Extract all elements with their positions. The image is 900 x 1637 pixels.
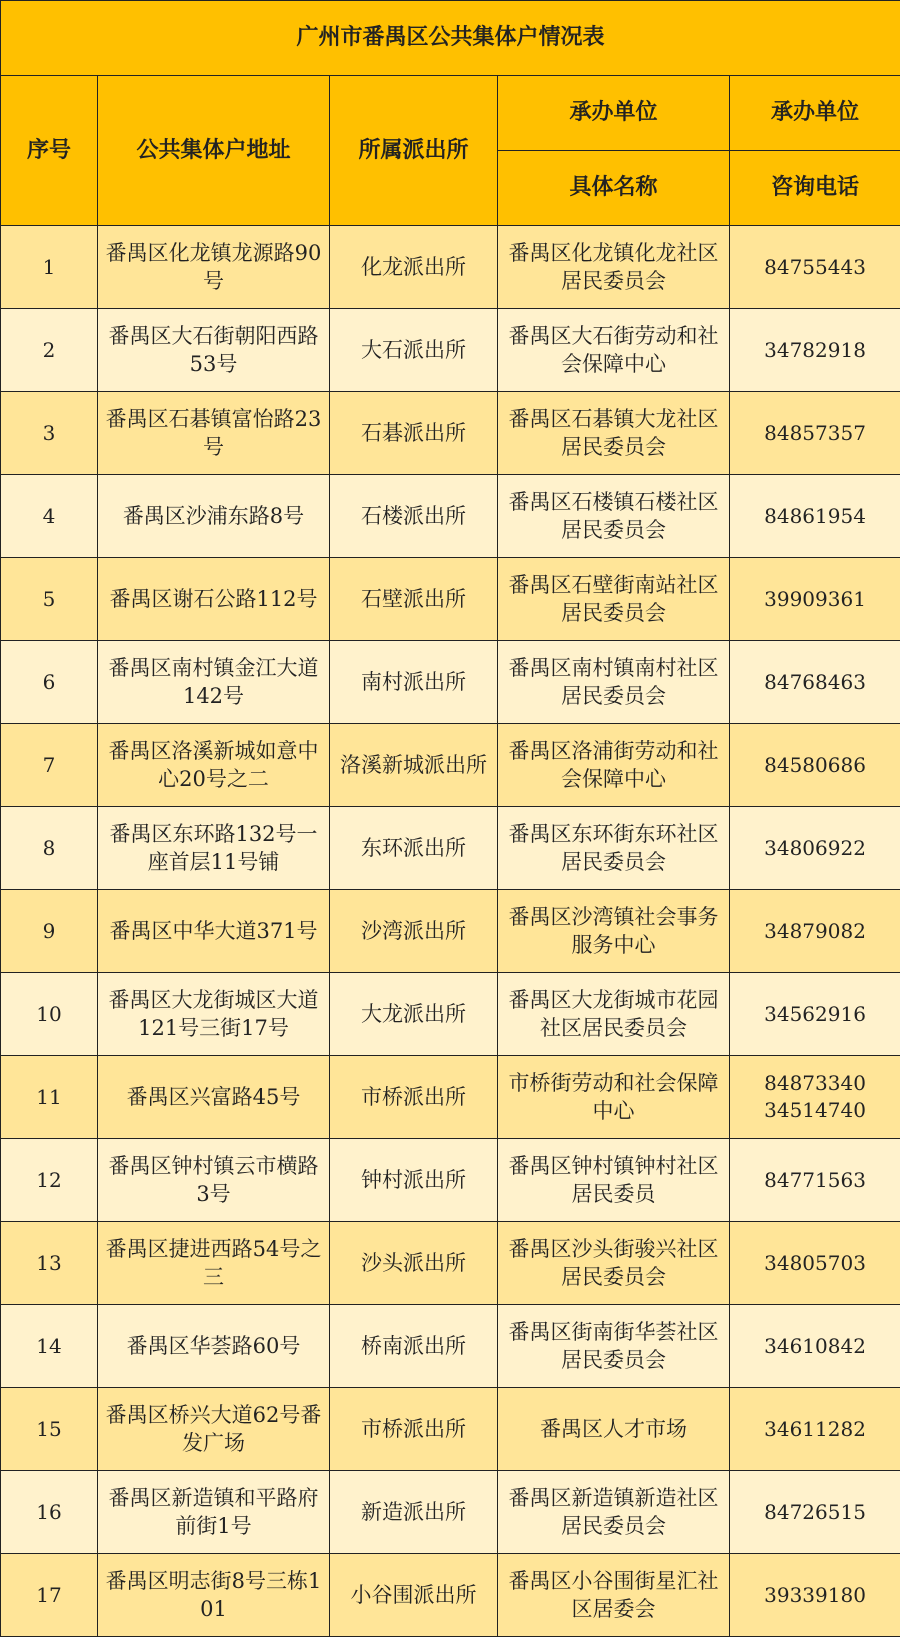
row-seq: 17	[1, 1554, 98, 1637]
row-address: 番禺区洛溪新城如意中心20号之二	[98, 724, 330, 807]
phone-number: 84873340	[764, 1071, 866, 1095]
header-station: 所属派出所	[330, 76, 498, 226]
row-unit-name: 番禺区新造镇新造社区居民委员会	[498, 1471, 730, 1554]
phone-number: 84755443	[764, 254, 866, 279]
row-station: 石碁派出所	[330, 392, 498, 475]
row-station: 新造派出所	[330, 1471, 498, 1554]
row-unit-name: 番禺区石楼镇石楼社区居民委员会	[498, 475, 730, 558]
row-station: 沙头派出所	[330, 1222, 498, 1305]
row-phone	[730, 890, 900, 973]
row-phone	[730, 309, 900, 392]
phone-number: 84857357	[764, 420, 866, 445]
row-station: 洛溪新城派出所	[330, 724, 498, 807]
table-row	[1, 226, 900, 309]
row-seq: 13	[1, 1222, 98, 1305]
phone-number: 34782918	[764, 337, 866, 362]
row-seq: 10	[1, 973, 98, 1056]
row-phone	[730, 1554, 900, 1637]
row-phone	[730, 724, 900, 807]
row-unit-name: 番禺区石碁镇大龙社区居民委员会	[498, 392, 730, 475]
table-row	[1, 475, 900, 558]
row-seq: 16	[1, 1471, 98, 1554]
row-station: 沙湾派出所	[330, 890, 498, 973]
table-row	[1, 392, 900, 475]
row-unit-name: 番禺区钟村镇钟村社区居民委员	[498, 1139, 730, 1222]
phone-number: 39909361	[764, 586, 866, 611]
phone-number: 34611282	[764, 1416, 866, 1441]
row-unit-name: 番禺区东环街东环社区居民委员会	[498, 807, 730, 890]
table-body	[1, 226, 900, 1637]
table-title: 广州市番禺区公共集体户情况表	[1, 1, 900, 76]
row-station: 桥南派出所	[330, 1305, 498, 1388]
row-phone	[730, 1139, 900, 1222]
row-unit-name: 番禺区人才市场	[498, 1388, 730, 1471]
row-address: 番禺区谢石公路112号	[98, 558, 330, 641]
row-station: 化龙派出所	[330, 226, 498, 309]
row-address: 番禺区石碁镇富怡路23号	[98, 392, 330, 475]
row-unit-name: 市桥街劳动和社会保障中心	[498, 1056, 730, 1139]
header-seq: 序号	[1, 76, 98, 226]
row-address: 番禺区钟村镇云市横路3号	[98, 1139, 330, 1222]
row-station: 东环派出所	[330, 807, 498, 890]
row-station: 钟村派出所	[330, 1139, 498, 1222]
table-row	[1, 558, 900, 641]
row-seq: 5	[1, 558, 98, 641]
table-row	[1, 1139, 900, 1222]
header-phone-top: 承办单位	[730, 76, 900, 151]
row-station: 小谷围派出所	[330, 1554, 498, 1637]
phone-number: 34562916	[764, 1001, 866, 1026]
row-unit-name: 番禺区沙头街骏兴社区居民委员会	[498, 1222, 730, 1305]
row-phone	[730, 1305, 900, 1388]
row-phone	[730, 1056, 900, 1139]
row-seq: 3	[1, 392, 98, 475]
row-address: 番禺区中华大道371号	[98, 890, 330, 973]
table-row	[1, 641, 900, 724]
row-station: 市桥派出所	[330, 1056, 498, 1139]
row-address: 番禺区化龙镇龙源路90号	[98, 226, 330, 309]
row-seq: 14	[1, 1305, 98, 1388]
table-row	[1, 1554, 900, 1637]
phone-number: 39339180	[764, 1582, 866, 1607]
row-address: 番禺区华荟路60号	[98, 1305, 330, 1388]
row-address: 番禺区明志街8号三栋101	[98, 1554, 330, 1637]
row-address: 番禺区沙浦东路8号	[98, 475, 330, 558]
row-unit-name: 番禺区化龙镇化龙社区居民委员会	[498, 226, 730, 309]
phone-number: 34879082	[764, 918, 866, 943]
row-phone	[730, 973, 900, 1056]
table-row	[1, 807, 900, 890]
row-address: 番禺区大龙街城区大道121号三街17号	[98, 973, 330, 1056]
row-phone	[730, 807, 900, 890]
row-seq: 7	[1, 724, 98, 807]
row-station: 南村派出所	[330, 641, 498, 724]
row-unit-name: 番禺区洛浦街劳动和社会保障中心	[498, 724, 730, 807]
phone-number: 84580686	[764, 752, 866, 777]
row-unit-name: 番禺区大龙街城市花园社区居民委员会	[498, 973, 730, 1056]
row-seq: 8	[1, 807, 98, 890]
table-row	[1, 1388, 900, 1471]
row-seq: 4	[1, 475, 98, 558]
row-address: 番禺区桥兴大道62号番发广场	[98, 1388, 330, 1471]
row-seq: 1	[1, 226, 98, 309]
row-seq: 9	[1, 890, 98, 973]
phone-number: 34610842	[764, 1333, 866, 1358]
header-address: 公共集体户地址	[98, 76, 330, 226]
row-station: 大龙派出所	[330, 973, 498, 1056]
row-phone	[730, 475, 900, 558]
table-row	[1, 1305, 900, 1388]
row-address: 番禺区新造镇和平路府前街1号	[98, 1471, 330, 1554]
row-station: 石楼派出所	[330, 475, 498, 558]
row-phone	[730, 1388, 900, 1471]
table-row	[1, 890, 900, 973]
row-address: 番禺区南村镇金江大道142号	[98, 641, 330, 724]
row-address: 番禺区大石街朝阳西路53号	[98, 309, 330, 392]
row-seq: 15	[1, 1388, 98, 1471]
phone-number: 84726515	[764, 1499, 866, 1524]
row-unit-name: 番禺区南村镇南村社区居民委员会	[498, 641, 730, 724]
row-station: 石壁派出所	[330, 558, 498, 641]
row-address: 番禺区东环路132号一座首层11号铺	[98, 807, 330, 890]
row-station: 市桥派出所	[330, 1388, 498, 1471]
phone-number: 34805703	[764, 1250, 866, 1275]
row-address: 番禺区捷进西路54号之三	[98, 1222, 330, 1305]
row-seq: 11	[1, 1056, 98, 1139]
row-unit-name: 番禺区大石街劳动和社会保障中心	[498, 309, 730, 392]
row-unit-name: 番禺区小谷围街星汇社区居委会	[498, 1554, 730, 1637]
phone-number: 84771563	[764, 1167, 866, 1192]
row-phone	[730, 641, 900, 724]
phone-number: 84861954	[764, 503, 866, 528]
phone-number: 34806922	[764, 835, 866, 860]
phone-number: 84768463	[764, 669, 866, 694]
header-unit-name: 具体名称	[498, 151, 730, 226]
row-phone	[730, 1222, 900, 1305]
row-seq: 12	[1, 1139, 98, 1222]
row-seq: 6	[1, 641, 98, 724]
row-phone	[730, 558, 900, 641]
table-row	[1, 724, 900, 807]
table-row	[1, 1056, 900, 1139]
table-row	[1, 309, 900, 392]
row-address: 番禺区兴富路45号	[98, 1056, 330, 1139]
row-phone	[730, 1471, 900, 1554]
header-unit-top: 承办单位	[498, 76, 730, 151]
table-row	[1, 973, 900, 1056]
row-unit-name: 番禺区沙湾镇社会事务服务中心	[498, 890, 730, 973]
header-phone: 咨询电话	[730, 151, 900, 226]
table-row	[1, 1222, 900, 1305]
row-phone	[730, 226, 900, 309]
row-unit-name: 番禺区石壁街南站社区居民委员会	[498, 558, 730, 641]
phone-number: 34514740	[764, 1098, 866, 1122]
table-row	[1, 1471, 900, 1554]
row-seq: 2	[1, 309, 98, 392]
row-station: 大石派出所	[330, 309, 498, 392]
row-unit-name: 番禺区街南街华荟社区居民委员会	[498, 1305, 730, 1388]
row-phone	[730, 392, 900, 475]
